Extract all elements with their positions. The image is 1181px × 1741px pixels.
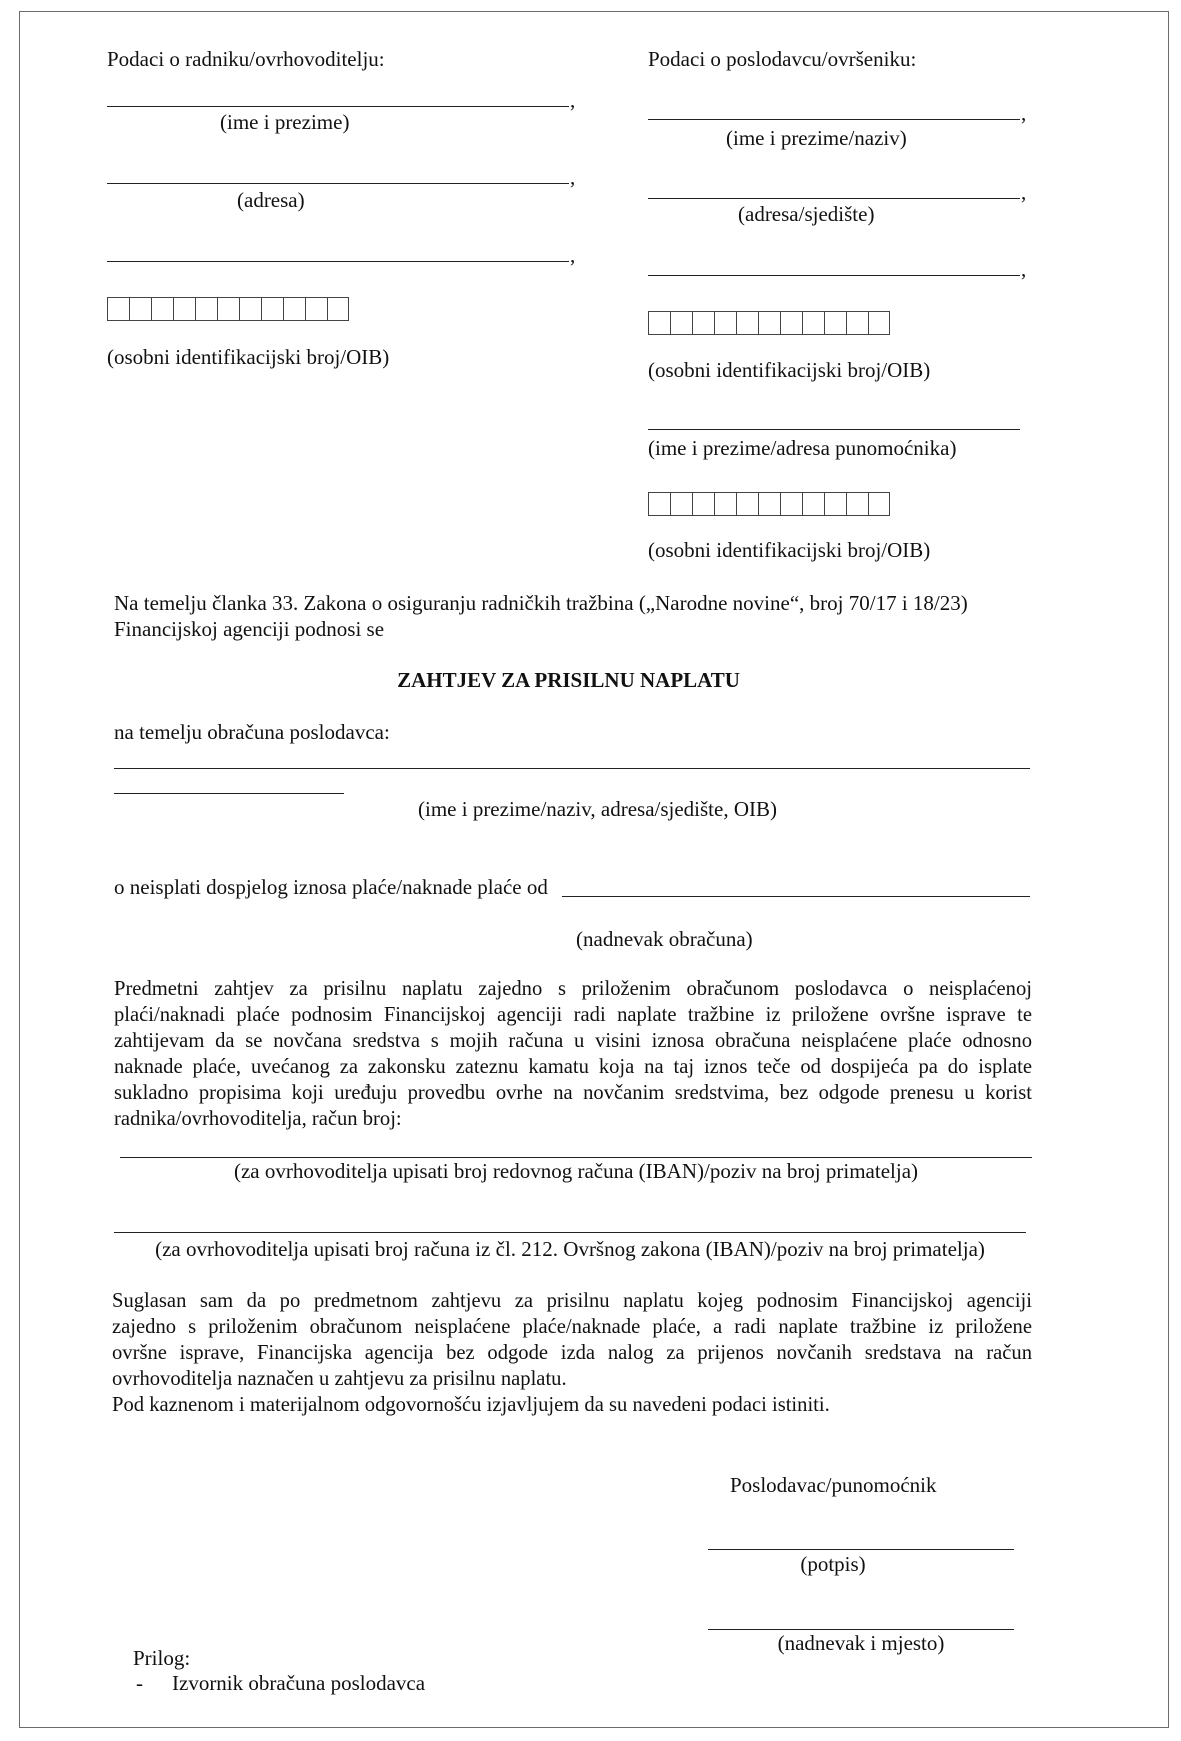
worker-address-label: (adresa) — [237, 188, 305, 212]
paragraph-line: naknade plaće, uvećanog za zakonsku zateznu kamatu koja na taj iznos teče od dospijeća pa do isplate — [114, 1056, 1032, 1078]
paragraph-line: plaći/naknadi plaće podnosim Financijskoj agenciji radi naplate tražbine iz priložene ovršne isprave te — [114, 1004, 1032, 1026]
employer-calculation-field-cont[interactable] — [114, 793, 344, 794]
intro-line-1: Na temelju članka 33. Zakona o osiguranju radničkih tražbina („Narodne novine“, broj 70/17 i 18/23) — [114, 591, 968, 615]
paragraph-line: radnika/ovrhovoditelja, račun broj: — [114, 1108, 402, 1130]
signature-heading: Poslodavac/punomoćnik — [730, 1473, 937, 1497]
employer-calculation-field[interactable] — [114, 768, 1030, 769]
consent-paragraph — [112, 1288, 1032, 1418]
oib-digit-box[interactable] — [240, 298, 262, 320]
paragraph-line: sukladno propisima koji uređuju provedbu ovrhe na novčanim sredstvima, bez odgode prenesu u korist — [114, 1082, 1032, 1104]
intro-line-2: Financijskoj agenciji podnosi se — [114, 617, 385, 641]
comma: , — [1021, 180, 1027, 204]
worker-oib-input[interactable] — [107, 297, 349, 321]
oib-digit-box[interactable] — [847, 493, 869, 515]
document-title — [0, 668, 1181, 692]
paragraph-line: Suglasan sam da po predmetnom zahtjevu za prisilnu naplatu kojeg podnosim Financijskoj agenciji — [112, 1290, 1032, 1312]
comma: , — [570, 243, 576, 267]
date-place-field[interactable] — [708, 1629, 1014, 1630]
worker-name-label: (ime i prezime) — [220, 110, 350, 134]
oib-digit-box[interactable] — [737, 312, 759, 334]
proxy-label: (ime i prezime/adresa punomoćnika) — [648, 436, 957, 460]
comma: , — [570, 165, 576, 189]
employer-extra-field[interactable] — [648, 275, 1020, 276]
oib-digit-box[interactable] — [825, 493, 847, 515]
oib-digit-box[interactable] — [671, 493, 693, 515]
oib-digit-box[interactable] — [262, 298, 284, 320]
employer-address-label: (adresa/sjedište) — [738, 202, 875, 226]
proxy-oib-input[interactable] — [648, 492, 890, 516]
oib-digit-box[interactable] — [825, 312, 847, 334]
protected-account-field[interactable] — [114, 1232, 1026, 1233]
paragraph-line: ovrhovoditelja naznačen u zahtjevu za prisilnu naplatu. — [112, 1368, 567, 1390]
oib-digit-box[interactable] — [803, 493, 825, 515]
oib-digit-box[interactable] — [649, 312, 671, 334]
employer-oib-label: (osobni identifikacijski broj/OIB) — [648, 358, 931, 382]
oib-digit-box[interactable] — [284, 298, 306, 320]
oib-digit-box[interactable] — [781, 312, 803, 334]
oib-digit-box[interactable] — [174, 298, 196, 320]
employer-oib-input[interactable] — [648, 311, 890, 335]
paragraph-line: zajedno s priloženim obračunom neisplaćene plaće/naknade plaće, a radi naplate tražbine iz priložene — [112, 1316, 1032, 1338]
oib-digit-box[interactable] — [803, 312, 825, 334]
calculation-field-label: (ime i prezime/naziv, adresa/sjedište, OIB) — [418, 797, 777, 821]
oib-digit-box[interactable] — [869, 493, 889, 515]
oib-digit-box[interactable] — [671, 312, 693, 334]
employer-name-label: (ime i prezime/naziv) — [726, 126, 907, 150]
oib-digit-box[interactable] — [649, 493, 671, 515]
paragraph-line: Pod kaznenom i materijalnom odgovornošću izjavljujem da su navedeni podaci istiniti. — [112, 1394, 830, 1416]
worker-address-field[interactable] — [107, 183, 569, 184]
comma: , — [1021, 257, 1027, 281]
calculation-date-field[interactable] — [562, 896, 1030, 897]
document-title-text: ZAHTJEV ZA PRISILNU NAPLATU — [397, 668, 740, 692]
calculation-label: na temelju obračuna poslodavca: — [114, 720, 390, 744]
oib-digit-box[interactable] — [693, 493, 715, 515]
employer-name-field[interactable] — [648, 119, 1020, 120]
protected-account-label: (za ovrhovoditelja upisati broj računa iz čl. 212. Ovršnog zakona (IBAN)/poziv na broj primatelja) — [155, 1237, 985, 1261]
date-place-label: (nadnevak i mjesto) — [777, 1631, 945, 1655]
oib-digit-box[interactable] — [715, 493, 737, 515]
employer-heading: Podaci o poslodavcu/ovršeniku: — [648, 47, 917, 71]
comma: , — [570, 88, 576, 112]
attachment-item: Izvornik obračuna poslodavca — [172, 1671, 426, 1695]
oib-digit-box[interactable] — [218, 298, 240, 320]
oib-digit-box[interactable] — [781, 493, 803, 515]
attachments-heading: Prilog: — [133, 1646, 191, 1670]
request-paragraph — [114, 976, 1032, 1132]
oib-digit-box[interactable] — [693, 312, 715, 334]
oib-digit-box[interactable] — [196, 298, 218, 320]
signature-label: (potpis) — [800, 1552, 866, 1576]
worker-extra-field[interactable] — [107, 261, 569, 262]
oib-digit-box[interactable] — [130, 298, 152, 320]
oib-digit-box[interactable] — [759, 312, 781, 334]
proxy-field[interactable] — [648, 429, 1020, 430]
worker-name-field[interactable] — [107, 106, 569, 107]
regular-account-label: (za ovrhovoditelja upisati broj redovnog računa (IBAN)/poziv na broj primatelja) — [233, 1159, 919, 1183]
regular-account-field[interactable] — [120, 1157, 1032, 1158]
proxy-oib-label: (osobni identifikacijski broj/OIB) — [648, 538, 931, 562]
oib-digit-box[interactable] — [715, 312, 737, 334]
unpaid-label: o neisplati dospjelog iznosa plaće/naknade plaće od — [114, 875, 548, 899]
page-border — [19, 11, 1169, 1728]
oib-digit-box[interactable] — [108, 298, 130, 320]
comma: , — [1021, 101, 1027, 125]
worker-oib-label: (osobni identifikacijski broj/OIB) — [107, 345, 390, 369]
calculation-date-label: (nadnevak obračuna) — [576, 927, 753, 951]
attachment-bullet: - — [136, 1671, 143, 1695]
paragraph-line: zahtijevam da se novčana sredstva s mojih računa u visini iznosa obračuna neisplaćene plaće odnosno — [114, 1030, 1032, 1052]
signature-field[interactable] — [708, 1549, 1014, 1550]
oib-digit-box[interactable] — [847, 312, 869, 334]
oib-digit-box[interactable] — [306, 298, 328, 320]
employer-address-field[interactable] — [648, 198, 1020, 199]
worker-heading: Podaci o radniku/ovrhovoditelju: — [107, 47, 385, 71]
oib-digit-box[interactable] — [152, 298, 174, 320]
paragraph-line: Predmetni zahtjev za prisilnu naplatu zajedno s priloženim obračunom poslodavca o neisplaćenoj — [114, 978, 1032, 1000]
oib-digit-box[interactable] — [737, 493, 759, 515]
oib-digit-box[interactable] — [328, 298, 348, 320]
oib-digit-box[interactable] — [869, 312, 889, 334]
paragraph-line: ovršne isprave, Financijska agencija bez odgode izda nalog za prijenos novčanih sredstava na račun — [112, 1342, 1032, 1364]
oib-digit-box[interactable] — [759, 493, 781, 515]
